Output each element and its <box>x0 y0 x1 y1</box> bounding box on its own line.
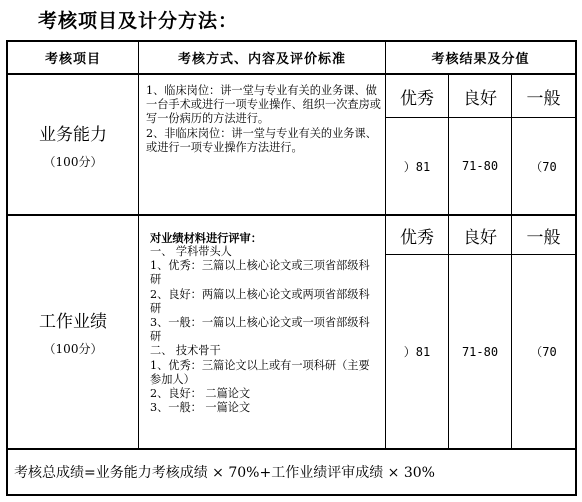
header-result: 考核结果及分值 <box>431 52 530 67</box>
grade-good: 良好 <box>463 89 497 109</box>
item-cell-performance <box>8 216 138 448</box>
score-good: 71-80 <box>461 344 499 359</box>
score-average: （70 <box>530 159 557 174</box>
grade-excellent: 优秀 <box>400 228 434 248</box>
score-good: 71-80 <box>461 159 499 173</box>
item-description-lead: 对业绩材料进行评审： <box>150 231 262 245</box>
grade-average: 一般 <box>526 89 561 109</box>
item-description: 1、临床岗位：讲一堂与专业有关的业务课、做一台手术或进行一项专业操作、组织一次查房或写一份病历的方法进行。 2、非临床岗位：讲一堂与专业有关的业务课、或进行一项专业操作方法进行。 <box>146 84 381 154</box>
item-cell-business <box>8 75 138 214</box>
item-name: 业务能力 <box>39 124 107 145</box>
item-points: （100分） <box>43 154 103 169</box>
page-title: 考核项目及计分方法： <box>38 10 239 32</box>
table-rule <box>138 40 139 449</box>
score-average: （70 <box>530 345 557 359</box>
total-score-formula: 考核总成绩=业务能力考核成绩 × 70%+工作业绩评审成绩 × 30% <box>14 465 435 481</box>
header-method: 考核方式、内容及评价标准 <box>177 52 346 67</box>
score-excellent: ）81 <box>403 159 431 174</box>
score-excellent: ）81 <box>403 345 431 359</box>
table-rule <box>6 448 577 450</box>
header-item: 考核项目 <box>44 52 101 67</box>
grade-good: 良好 <box>463 228 497 248</box>
item-name: 工作业绩 <box>39 312 107 332</box>
item-description: 一、 学科带头人 1、优秀：三篇以上核心论文或三项省部级科研 2、良好：两篇以上核心论文或两项省部级科研 3、一般：一篇以上核心论文或一项省部级科研 二、 技术骨干 1、优秀：三篇论文以上或有一项科研（主要参加人） 2、良好： 二篇论文 3、一般： 一篇论文 <box>150 245 370 415</box>
grade-average: 一般 <box>526 228 561 248</box>
item-points: （100分） <box>43 342 103 356</box>
grade-excellent: 优秀 <box>400 89 434 109</box>
